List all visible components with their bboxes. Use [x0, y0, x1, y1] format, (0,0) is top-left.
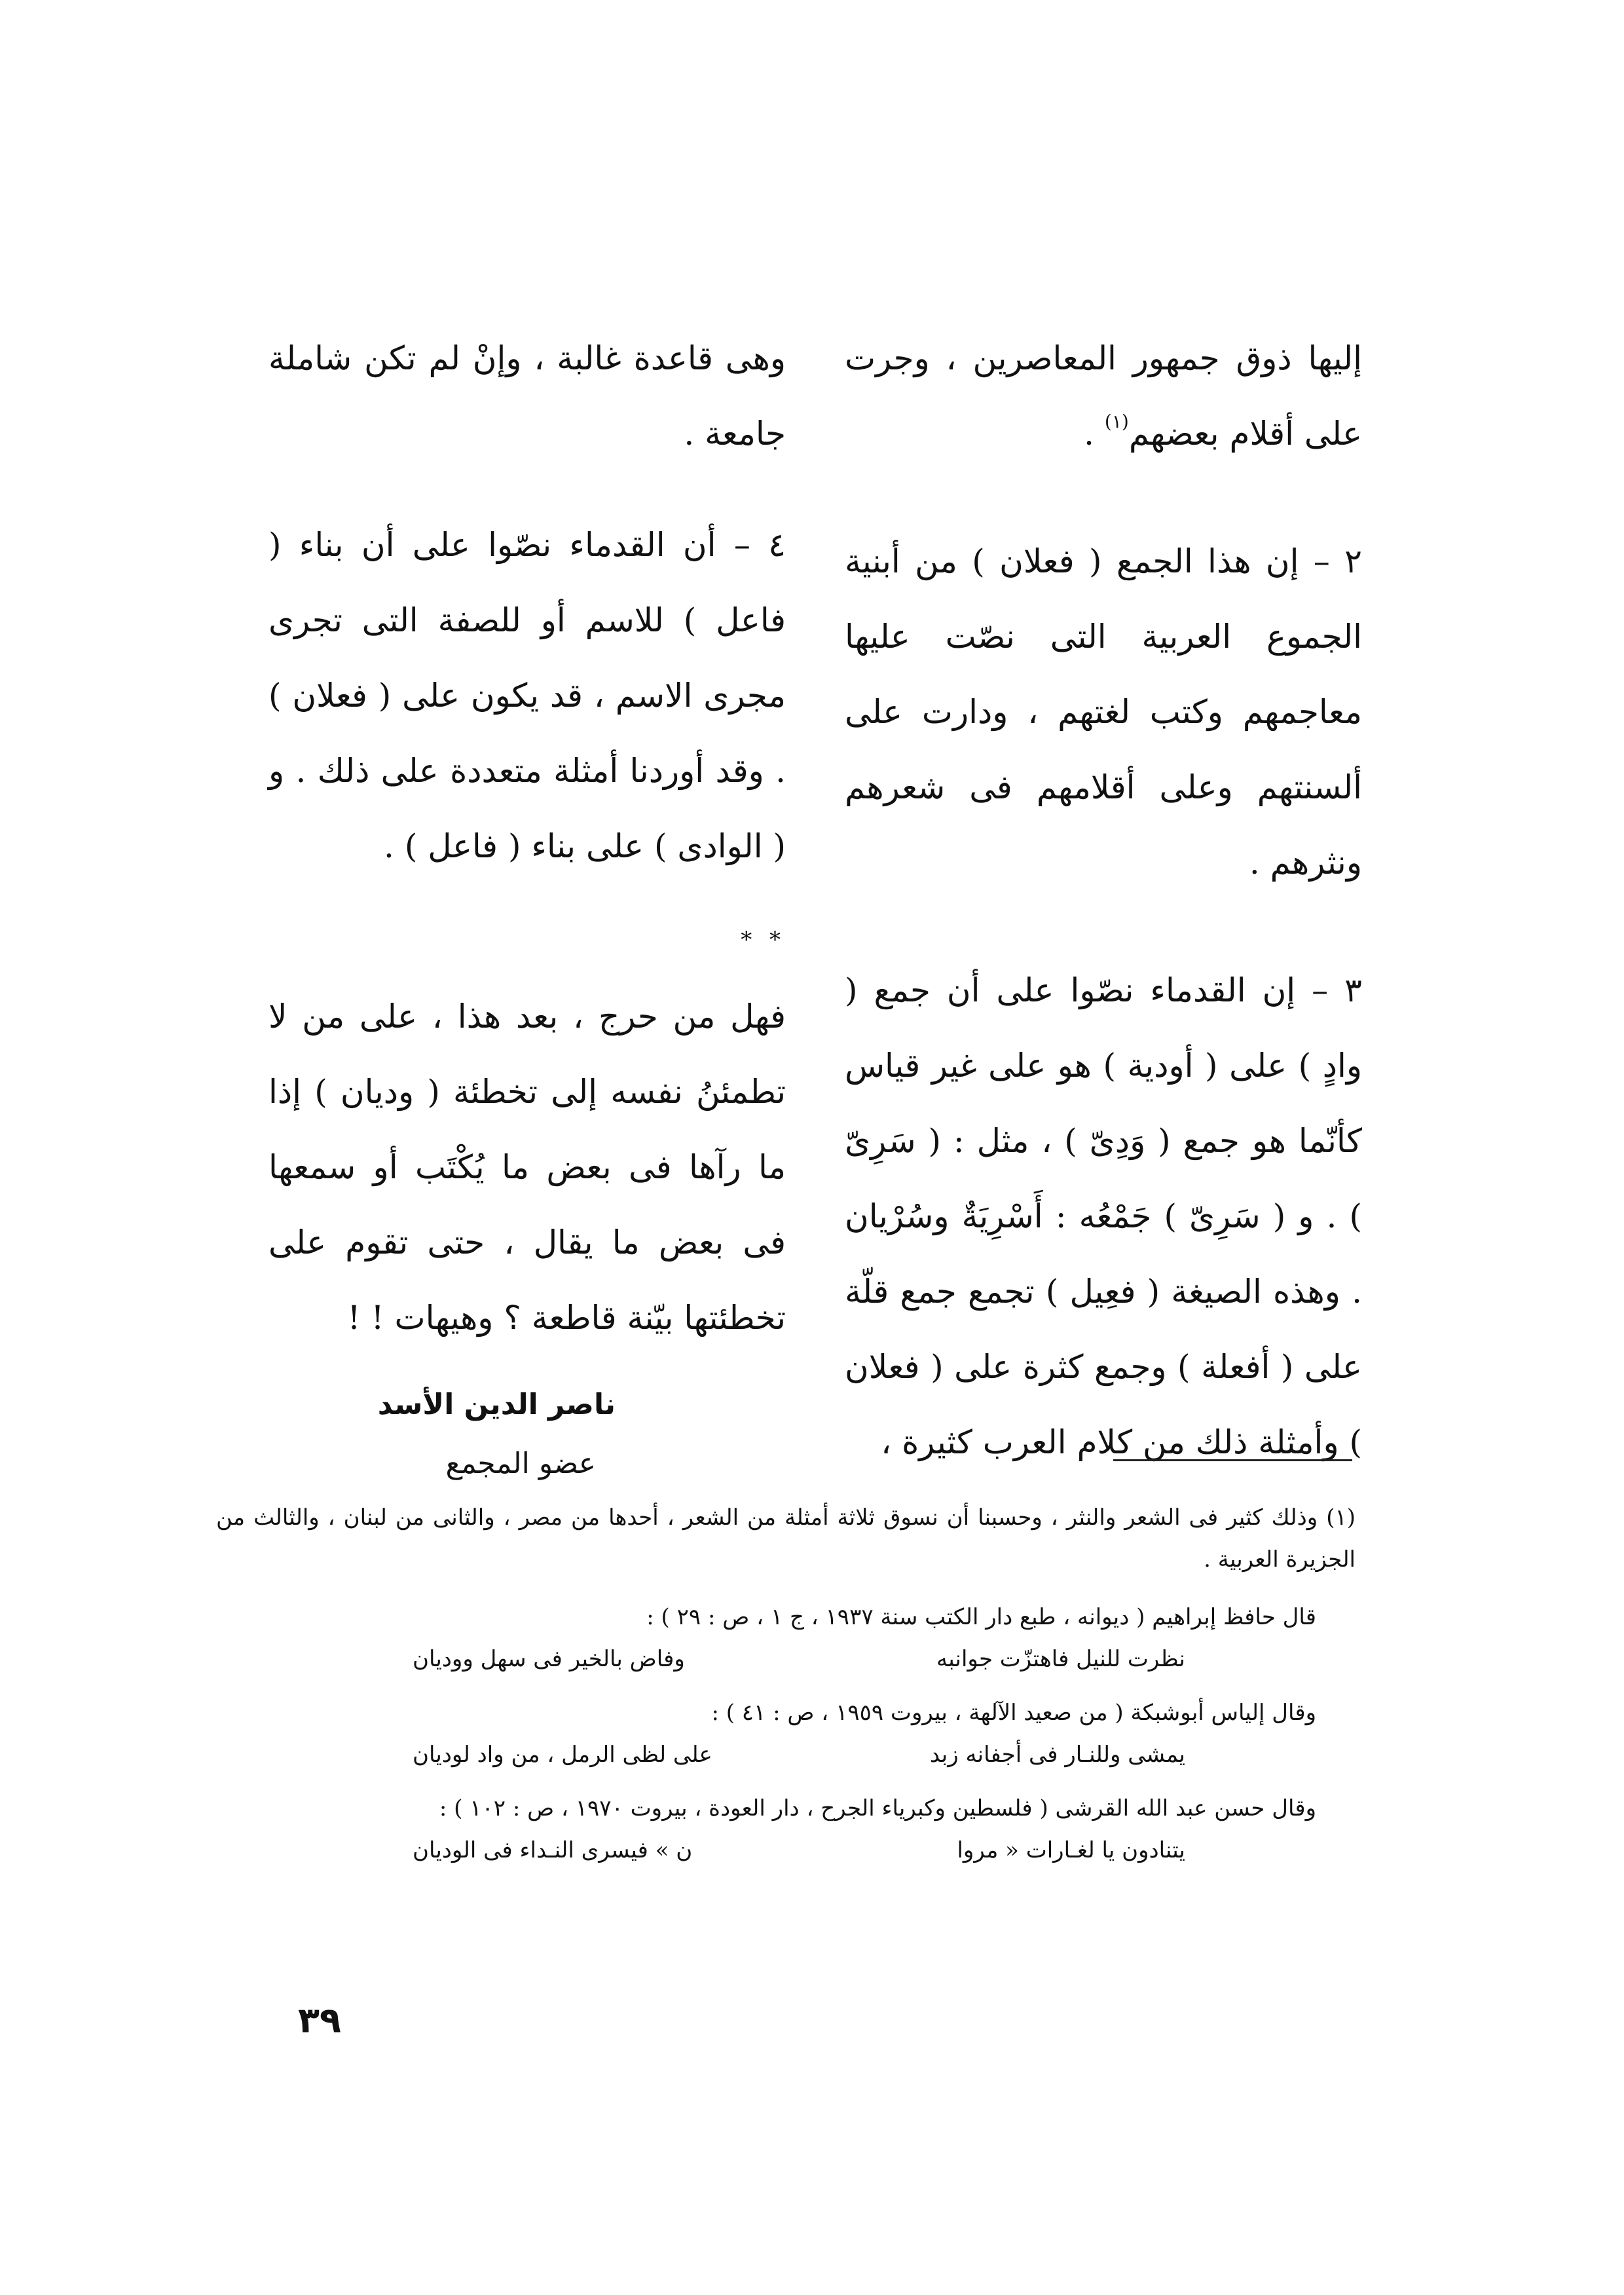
- citation-elias-abu-shabaka: وقال إلياس أبوشبكة ( من صعيد الآلهة ، بيروت ١٩٥٩ ، ص : ٤١ ) :: [711, 1700, 1316, 1726]
- author-title: عضو المجمع: [445, 1447, 596, 1480]
- verse-2: [413, 1734, 1185, 1776]
- author-name: ناصر الدين الأسد: [377, 1388, 616, 1421]
- paragraph-point-3: ٣ – إن القدماء نصّوا على أن جمع ( وادٍ ) على ( أودية ) هو على غير قياس كأنّما هو جمع ( وَدِىّ ) ، مثل : ( سَرِىّ ) . و ( سَرِىّ ) جَمْعُه : أَسْرِيَةٌ وسُرْيان . وهذه الصيغة ( فعِيل ) تجمع جمع قلّة على ( أفعلة ) وجمع كثرة على ( فعلان ) وأمثلة ذلك من كلام العرب كثيرة ،: [845, 971, 1362, 1461]
- footnote-1-text: (١) وذلك كثير فى الشعر والنثر ، وحسبنا أن نسوق ثلاثة أمثلة من الشعر ، أحدها من مصر ، والثانى من لبنان ، والثالث من الجزيرة العربية .: [216, 1504, 1356, 1573]
- verse-2-first-hemistich: يمشى وللنـار فى أجفانه زبد: [929, 1742, 1185, 1768]
- page-number: ٣٩: [298, 2000, 341, 2041]
- paragraph-rule-note: وهى قاعدة غالبة ، وإنْ لم تكن شاملة جامعة .: [268, 339, 786, 453]
- citation-hafez-ibrahim: قال حافظ إبراهيم ( ديوانه ، طبع دار الكتب سنة ١٩٣٧ ، ج ١ ، ص : ٢٩ ) :: [646, 1604, 1316, 1630]
- verse-1-first-hemistich: نظرت للنيل فاهتزّت جوانبه: [936, 1646, 1185, 1672]
- footnote-divider: [1113, 1459, 1352, 1461]
- verse-1-second-hemistich: وفاض بالخير فى سهل ووديان: [413, 1646, 685, 1672]
- section-separator: * *: [741, 927, 786, 953]
- paragraph-text: إليها ذوق جمهور المعاصرين ، وجرت على أقلام بعضهم: [845, 339, 1362, 453]
- verse-2-second-hemistich: على لظى الرمل ، من واد لوديان: [413, 1742, 712, 1768]
- footnote-reference[interactable]: (١): [1104, 411, 1129, 432]
- paragraph-point-4: ٤ – أن القدماء نصّوا على أن بناء ( فاعل ) للاسم أو للصفة التى تجرى مجرى الاسم ، قد يكون على ( فعلان ) . وقد أوردنا أمثلة متعددة على ذلك . و ( الوادى ) على بناء ( فاعل ) .: [268, 526, 786, 865]
- footnotes: [216, 1497, 1356, 1871]
- verse-3-first-hemistich: يتنادون يا لغـارات « مروا: [957, 1837, 1185, 1863]
- paragraph-point-2: ٢ – إن هذا الجمع ( فعلان ) من أبنية الجموع العربية التى نصّت عليها معاجمهم وكتب لغتهم ، ودارت على ألسنتهم وعلى أقلامهم فى شعرهم ونثرهم .: [845, 542, 1362, 882]
- citation-hasan-al-qurashi: وقال حسن عبد الله القرشى ( فلسطين وكبرياء الجرح ، دار العودة ، بيروت ١٩٧٠ ، ص : ١٠٢ ) :: [439, 1795, 1316, 1821]
- paragraph-end: .: [1084, 415, 1105, 453]
- verse-1: [413, 1638, 1185, 1680]
- verse-3-second-hemistich: ن » فيسرى النـداء فى الوديان: [413, 1837, 693, 1863]
- paragraph-continuation: [845, 321, 1362, 472]
- left-column: [268, 321, 786, 1493]
- paragraph-conclusion: فهل من حرج ، بعد هذا ، على من لا تطمئنُ نفسه إلى تخطئة ( وديان ) إذا ما رآها فى بعض ما يُكْتَب أو سمعها فى بعض ما يقال ، حتى تقوم على تخطئتها بيّنة قاطعة ؟ وهيهات ! !: [268, 998, 786, 1337]
- signature-block: [268, 1375, 786, 1493]
- verse-3: [413, 1829, 1185, 1871]
- right-column: [845, 321, 1362, 1480]
